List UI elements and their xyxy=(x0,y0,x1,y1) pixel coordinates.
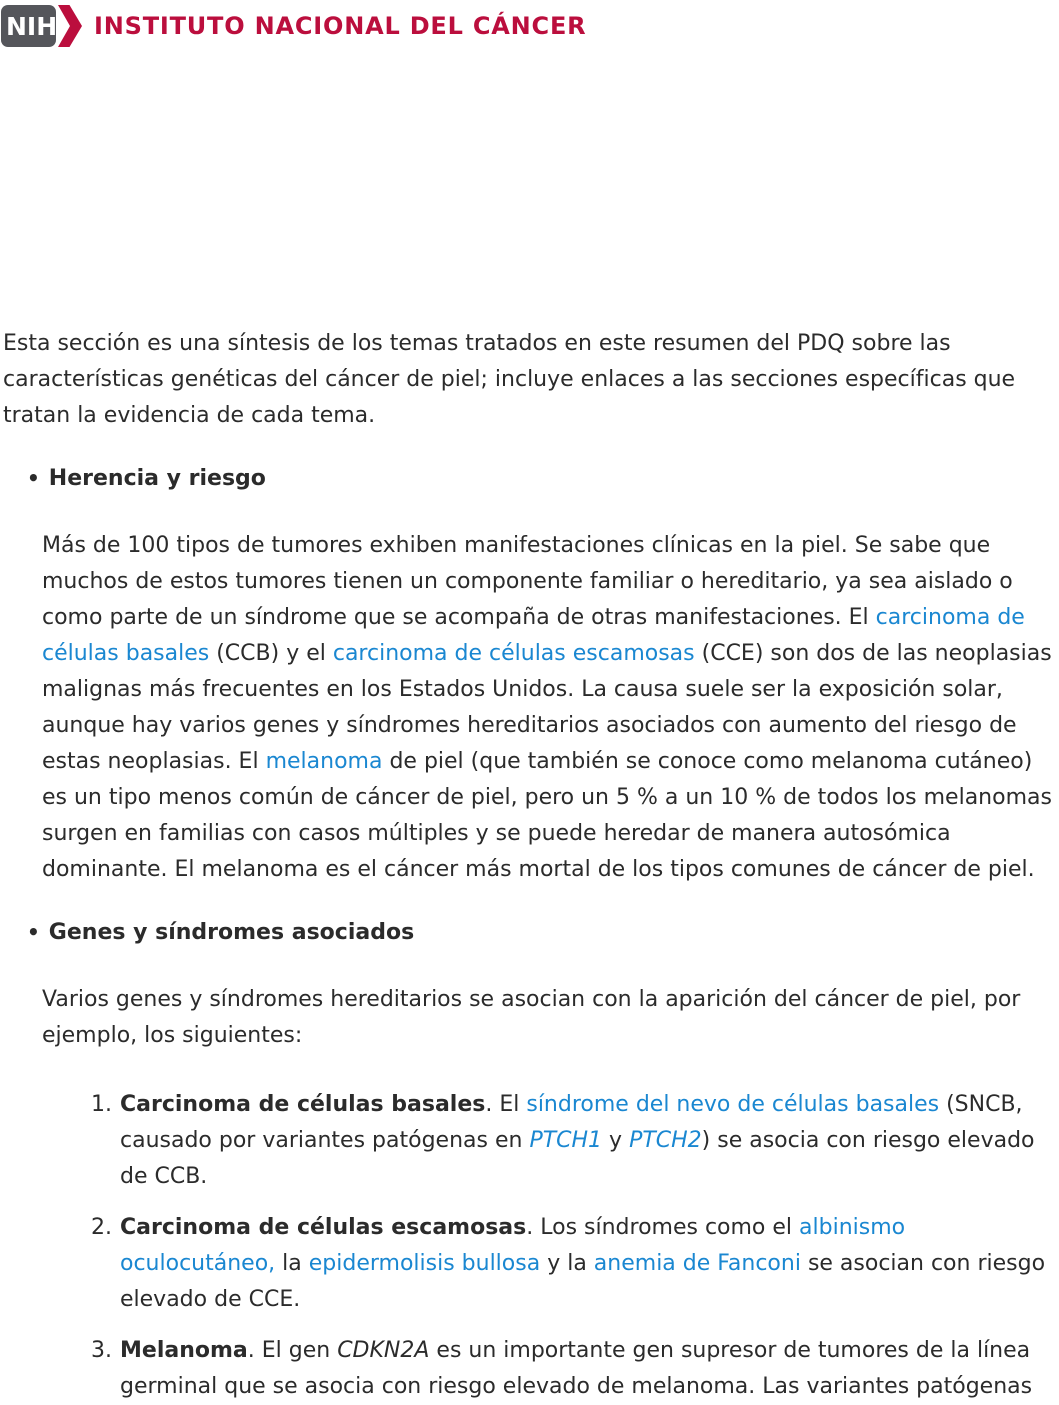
gene-link[interactable]: PTCH1 xyxy=(529,1128,603,1153)
inline-link[interactable]: anemia de Fanconi xyxy=(593,1251,801,1276)
text-run: (SNCB, causado por variantes patógenas en xyxy=(120,1092,1023,1153)
bold-term: Carcinoma de células basales xyxy=(120,1092,486,1117)
list-item xyxy=(42,1210,1055,1318)
list-item-text xyxy=(120,1333,1055,1405)
text-run: Varios genes y síndromes hereditarios se asocian con la aparición del cáncer de piel, por ejemplo, los siguientes: xyxy=(42,987,1021,1048)
text-run: se asocian con riesgo elevado de CCE. xyxy=(120,1251,1046,1312)
numbered-list xyxy=(42,1087,1055,1405)
site-header xyxy=(0,0,1059,48)
section-herencia-y-riesgo xyxy=(3,464,1055,888)
list-item-number: 2. xyxy=(91,1215,112,1240)
inline-link[interactable]: melanoma xyxy=(265,749,383,774)
list-item xyxy=(42,1087,1055,1195)
inline-link[interactable]: epidermolisis bullosa xyxy=(308,1251,541,1276)
text-run: la xyxy=(275,1251,309,1276)
bold-term: Carcinoma de células escamosas xyxy=(120,1215,527,1240)
text-run: y xyxy=(602,1128,630,1153)
intro-paragraph xyxy=(3,326,1055,434)
nih-logo-icon[interactable] xyxy=(1,4,83,48)
list-item-number: 3. xyxy=(91,1338,112,1363)
section-heading: Genes y síndromes asociados xyxy=(48,920,415,945)
section-body xyxy=(3,982,1055,1405)
paragraph xyxy=(42,528,1055,888)
list-item-text xyxy=(120,1210,1055,1318)
text-run: es un importante gen supresor de tumores de la línea germinal que se asocia con riesgo elevado de melanoma. Las variantes patógenas xyxy=(120,1338,1033,1399)
section-body xyxy=(3,528,1055,888)
inline-link[interactable]: carcinoma de células basales xyxy=(42,605,1025,666)
text-run: . El xyxy=(485,1092,527,1117)
inline-link[interactable]: síndrome del nevo de células basales xyxy=(526,1092,940,1117)
nih-logo-chevron-icon xyxy=(58,5,82,47)
paragraph xyxy=(42,982,1055,1054)
nih-logo-acronym: NIH xyxy=(6,12,58,41)
list-item-number: 1. xyxy=(91,1092,112,1117)
site-title[interactable]: INSTITUTO NACIONAL DEL CÁNCER xyxy=(94,12,587,40)
list-item xyxy=(42,1333,1055,1405)
text-run: . Los síndromes como el xyxy=(526,1215,800,1240)
text-run: Más de 100 tipos de tumores exhiben manifestaciones clínicas en la piel. Se sabe que muchos de estos tumores tienen un componente familiar o hereditario, ya sea aislado o como parte de un síndrome que se acompaña de otras manifestaciones. El xyxy=(42,533,1013,630)
section-genes-y-sindromes xyxy=(3,918,1055,1405)
section-heading: Herencia y riesgo xyxy=(48,466,266,491)
bullet-icon: • xyxy=(27,466,40,490)
text-run: Esta sección es una síntesis de los temas tratados en este resumen del PDQ sobre las características genéticas del cáncer de piel; incluye enlaces a las secciones específicas que tratan la evidencia de cada tema. xyxy=(3,331,1016,428)
section-heading-row xyxy=(3,464,1055,493)
text-run: y la xyxy=(540,1251,594,1276)
list-item-text xyxy=(120,1087,1055,1195)
text-run: (CCE) son dos de las neoplasias malignas más frecuentes en los Estados Unidos. La causa suele ser la exposición solar, aunque hay varios genes y síndromes hereditarios asociados con aumento del riesgo de estas neoplasias. El xyxy=(42,641,1052,774)
gene-symbol: CDKN2A xyxy=(337,1338,430,1363)
bold-term: Melanoma xyxy=(120,1338,248,1363)
section-heading-row xyxy=(3,918,1055,947)
text-run: ) se asocia con riesgo elevado de CCB. xyxy=(120,1128,1035,1189)
text-run: . El gen xyxy=(247,1338,338,1363)
gene-link[interactable]: PTCH2 xyxy=(629,1128,702,1153)
text-run: de piel (que también se conoce como melanoma cutáneo) es un tipo menos común de cáncer de piel, pero un 5 % a un 10 % de todos los melanomas surgen en familias con casos múltiples y se puede heredar de manera autosómica dominante. El melanoma es el cáncer más mortal de los tipos comunes de cáncer de piel. xyxy=(42,749,1052,882)
inline-link[interactable]: carcinoma de células escamosas xyxy=(332,641,695,666)
article-content xyxy=(0,326,1059,1405)
inline-link[interactable]: albinismo oculocutáneo, xyxy=(120,1215,906,1276)
text-run: (CCB) y el xyxy=(209,641,333,666)
bullet-icon: • xyxy=(27,920,40,944)
